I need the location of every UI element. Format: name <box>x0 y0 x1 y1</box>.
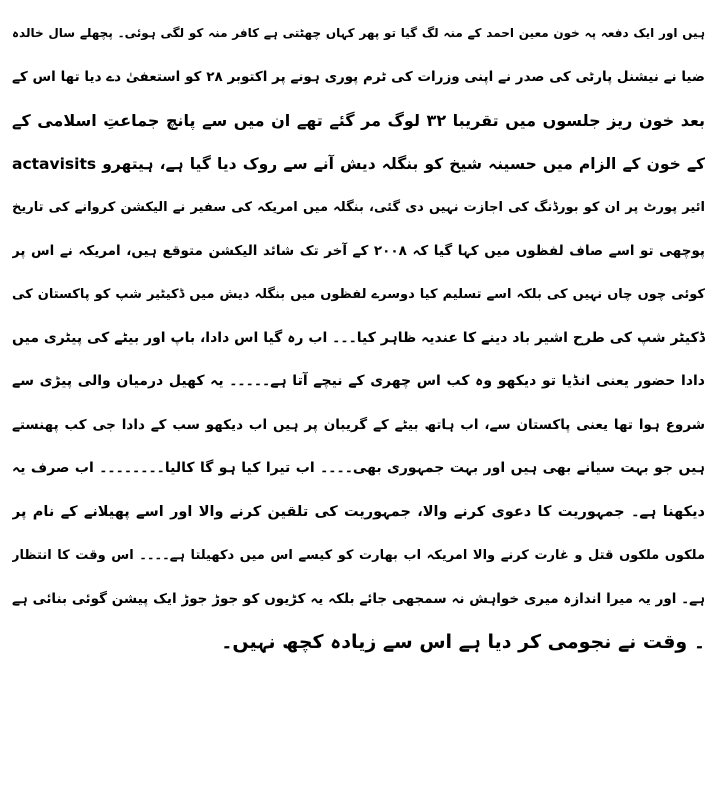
text-line: actavisits کے خون کے الزام میں حسینہ شیخ کو بنگلہ دیش آنے سے روک دیا گیا ہے، ہیتھرو <box>12 154 705 173</box>
text-line: ڈکیٹر شپ کی طرح اشیر باد دینے کا عندیہ ظاہر کیا۔۔۔ اب رہ گیا اس دادا، باپ اور بیٹے کی پیٹری میں <box>12 329 705 346</box>
text-line: ملکوں ملکوں قتل و غارت کرنے والا امریکہ اب بھارت کو کیسے اس میں دکھیلتا ہے۔۔۔۔ اس وقت کا انتظار <box>12 548 705 563</box>
text-line: دادا حضور یعنی انڈیا تو دیکھو وہ کب اس چھری کے نیچے آتا ہے۔۔۔۔۔ یہ کھیل درمیان والی پیڑی سے <box>12 373 705 389</box>
text-line: ہیں اور ایک دفعہ پہ خون معین احمد کے منہ لگ گیا تو پھر کہاں چھٹتی ہے کافر منہ کو لگی ہوئی۔ پچھلے سال خالدہ <box>12 26 705 40</box>
text-line: دیکھنا ہے۔ جمہوریت کا دعوی کرنے والا، جمہوریت کی تلقین کرنے والا اور اسے پھیلانے کے نام پر <box>12 503 705 520</box>
text-line: ضیا نے نیشنل پارٹی کی صدر نے اپنی وزرات کی ٹرم پوری ہونے پر اکتوبر ۲۸ کو استعفیٰ دے دیا تھا اس کے <box>12 68 705 85</box>
text-line: شروع ہوا تھا یعنی پاکستان سے، اب ہاتھ بیٹے کے گریبان پر ہیں اب دیکھو سب کے دادا جی کب پھنستے <box>12 416 705 433</box>
text-line: پوچھی تو اسے صاف لفظوں میں کہا گیا کہ ۲۰۰۸ کے آخر تک شائد الیکشن متوقع ہیں، امریکہ نے اس پر <box>12 242 705 259</box>
text-line: کوئی چوں چاں نہیں کی بلکہ اسے تسلیم کیا دوسرے لفظوں میں بنگلہ دیش میں ڈکیٹیر شپ کو پاکستان کی <box>12 287 705 302</box>
text-line: بعد خون ریز جلسوں میں تقریبا ۳۲ لوگ مر گئے تھے ان میں سے پانچ جماعتِ اسلامی کے <box>12 111 705 130</box>
text-line: ہے۔ اور یہ میرا اندازہ میری خواہش نہ سمجھی جائے بلکہ یہ کڑیوں کو جوڑ جوڑ ایک پیشن گوئی بنائی ہے <box>12 590 705 607</box>
text-line: ائیر پورٹ پر ان کو بورڈنگ کی اجازت نہیں دی گئی، بنگلہ میں امریکہ کی سفیر نے الیکشن کروانے کی تاریخ <box>12 200 705 215</box>
text-line-last: ۔ وقت نے نجومی کر دیا ہے اس سے زیادہ کچھ نہیں۔ <box>221 631 705 653</box>
text-line: ہیں جو بہت سیانے بھی ہیں اور بہت جمہوری بھی۔۔۔۔ اب تیرا کیا ہو گا کالیا۔۔۔۔۔۔۔۔ اب صرف یہ <box>12 460 705 476</box>
